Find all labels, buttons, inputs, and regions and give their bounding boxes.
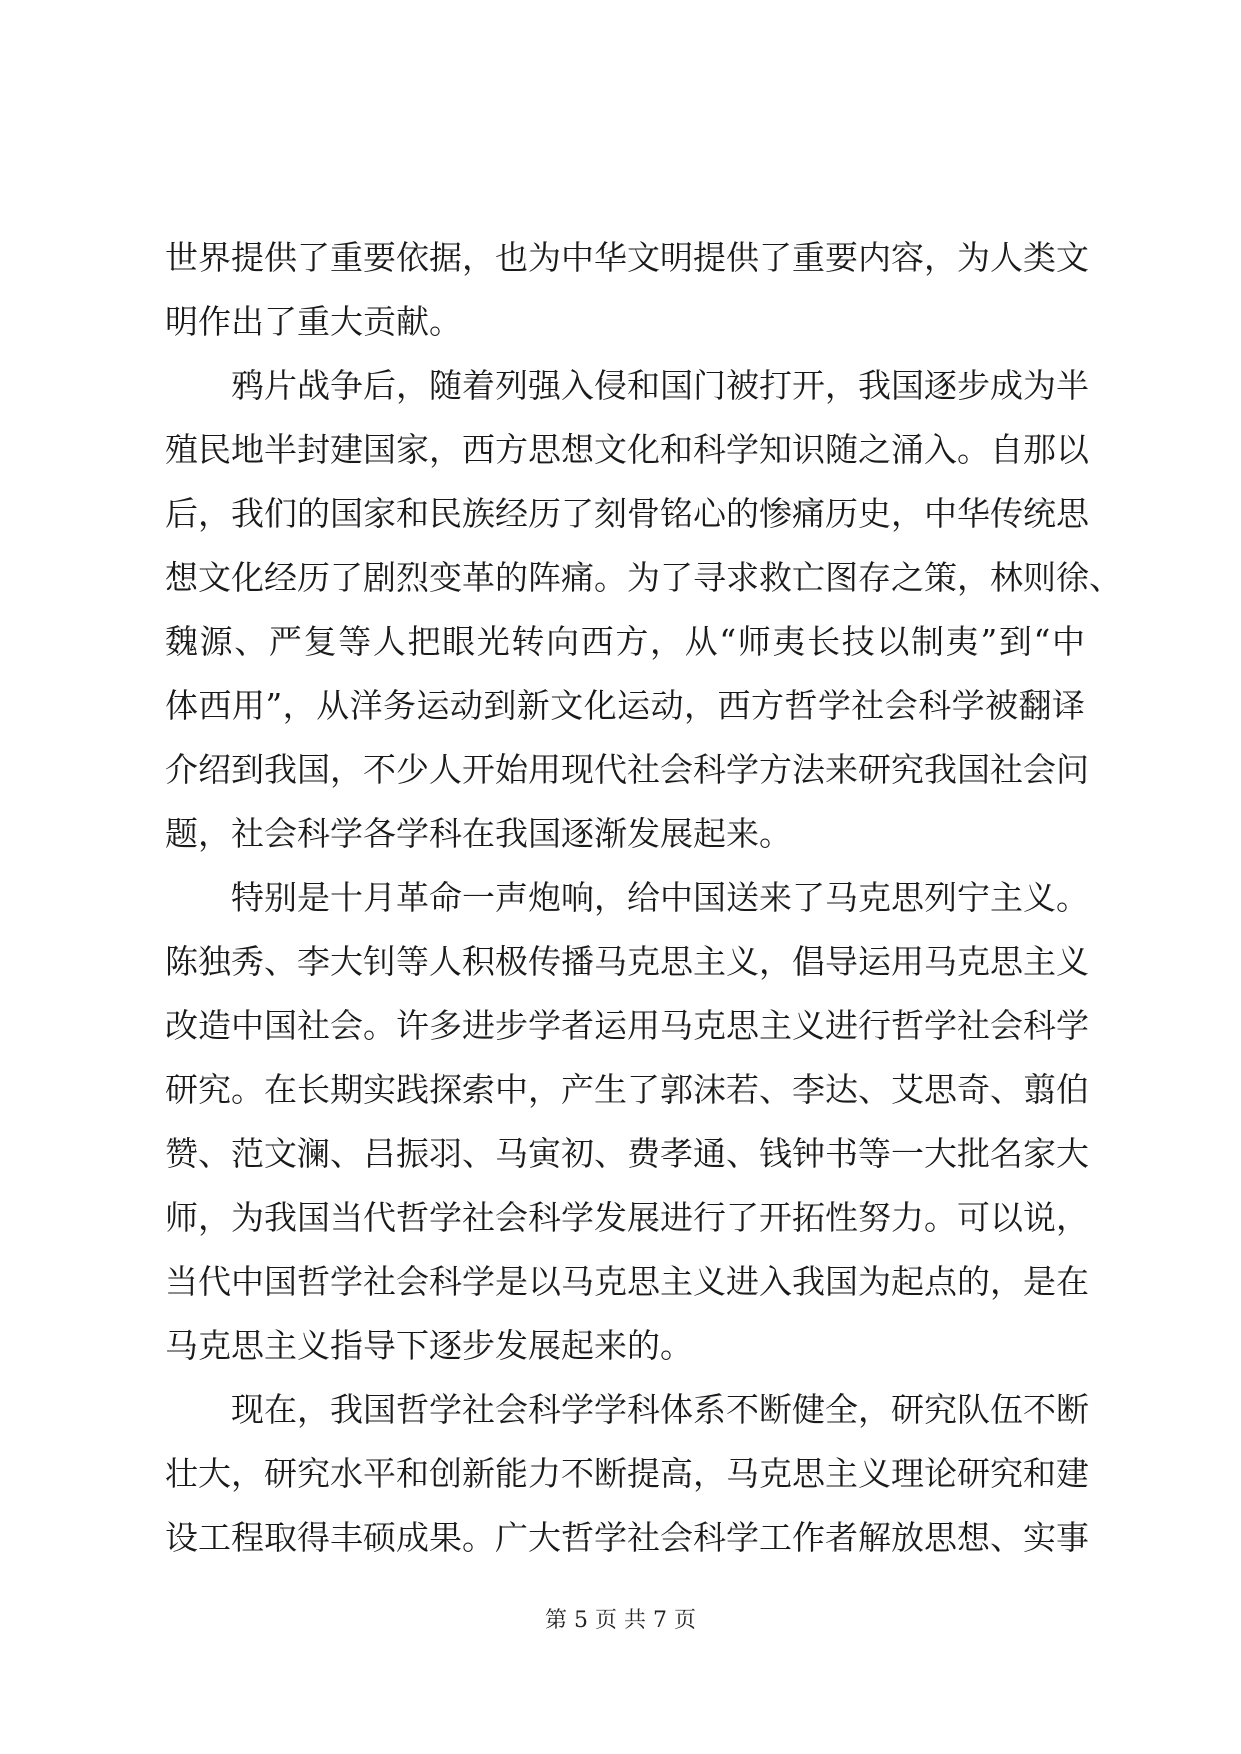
text-line: 师，为我国当代哲学社会科学发展进行了开拓性努力。可以说， — [165, 1198, 1089, 1237]
text-line: 当代中国哲学社会科学是以马克思主义进入我国为起点的，是在 — [165, 1262, 1089, 1301]
text-line: 陈独秀、李大钊等人积极传播马克思主义，倡导运用马克思主义 — [165, 942, 1089, 981]
text-line: 魏源、严复等人把眼光转向西方，从“师夷长技以制夷”到“中 — [165, 622, 1085, 661]
text-line: 体西用”，从洋务运动到新文化运动，西方哲学社会科学被翻译 — [165, 686, 1085, 725]
text-line: 题，社会科学各学科在我国逐渐发展起来。 — [165, 814, 792, 853]
text-line: 介绍到我国，不少人开始用现代社会科学方法来研究我国社会问 — [165, 750, 1089, 789]
text-line: 特别是十月革命一声炮响，给中国送来了马克思列宁主义。 — [231, 878, 1089, 917]
text-line: 鸦片战争后，随着列强入侵和国门被打开，我国逐步成为半 — [231, 366, 1089, 405]
text-line: 后，我们的国家和民族经历了刻骨铭心的惨痛历史，中华传统思 — [165, 494, 1089, 533]
text-line: 明作出了重大贡献。 — [165, 302, 462, 341]
text-line: 现在，我国哲学社会科学学科体系不断健全，研究队伍不断 — [231, 1390, 1089, 1429]
text-line: 殖民地半封建国家，西方思想文化和科学知识随之涌入。自那以 — [165, 430, 1089, 469]
text-line: 设工程取得丰硕成果。广大哲学社会科学工作者解放思想、实事 — [165, 1518, 1089, 1557]
text-line: 马克思主义指导下逐步发展起来的。 — [165, 1326, 693, 1365]
text-line: 赞、范文澜、吕振羽、马寅初、费孝通、钱钟书等一大批名家大 — [165, 1134, 1089, 1173]
text-line: 世界提供了重要依据，也为中华文明提供了重要内容，为人类文 — [165, 238, 1089, 277]
text-line: 壮大，研究水平和创新能力不断提高，马克思主义理论研究和建 — [165, 1454, 1089, 1493]
text-line: 改造中国社会。许多进步学者运用马克思主义进行哲学社会科学 — [165, 1006, 1089, 1045]
document-body — [165, 226, 1122, 1570]
page-number-footer: 第 5 页 共 7 页 — [545, 1608, 696, 1633]
text-line: 研究。在长期实践探索中，产生了郭沫若、李达、艾思奇、翦伯 — [165, 1070, 1089, 1109]
text-line: 想文化经历了剧烈变革的阵痛。为了寻求救亡图存之策，林则徐、 — [165, 558, 1122, 597]
